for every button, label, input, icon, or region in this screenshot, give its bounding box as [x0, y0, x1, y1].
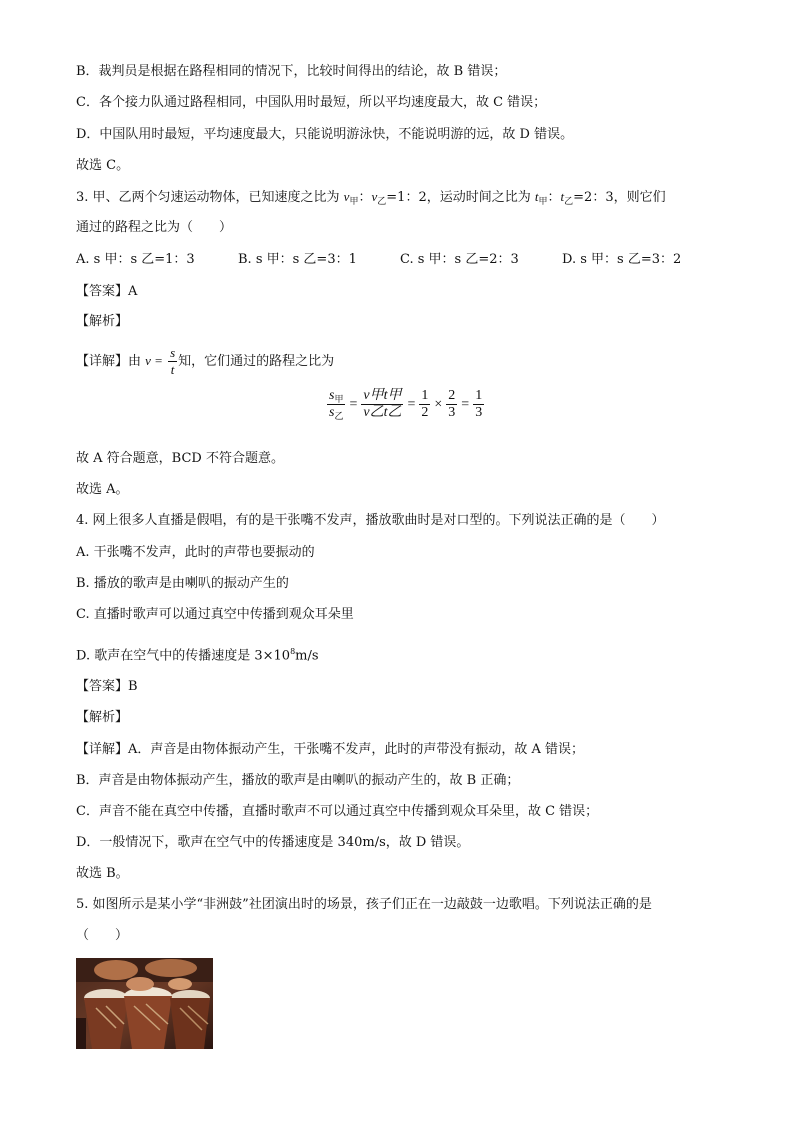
q3-option-c: C. s 甲：s 乙=2：3 [400, 252, 519, 267]
q3-ratio-equation: $\frac{s_甲}{s_乙}$ = $\frac{\text{v甲t甲}}{\text{v乙t乙}}$ = $\frac{1}{2}$ × $\frac{2}{3}$ = $\frac{1}{3}$ [329, 388, 483, 421]
q5-stem-line1: 5. 如图所示是某小学“非洲鼓”社团演出时的场景，孩子们正在一边敲鼓一边歌唱。下列说法正确的是 [76, 897, 652, 912]
q4-detail-c: C．声音不能在真空中传播，直播时歌声不可以通过真空中传播到观众耳朵里，故 C 错误； [76, 804, 599, 819]
line-d: D．中国队用时最短，平均速度最大，只能说明游泳快，不能说明游的远，故 D 错误。 [76, 127, 574, 142]
q4-option-c: C. 直播时歌声可以通过真空中传播到观众耳朵里 [76, 607, 354, 622]
q5-stem-line2: （ ） [76, 928, 129, 943]
q3-choose: 故选 A。 [76, 482, 129, 497]
q3-analysis-label: 【解析】 [76, 314, 129, 329]
q4-option-b: B. 播放的歌声是由喇叭的振动产生的 [76, 576, 289, 591]
q4-analysis-label: 【解析】 [76, 710, 129, 725]
q4-stem: 4. 网上很多人直播是假唱，有的是干张嘴不发声，播放歌曲时是对口型的。下列说法正确的是（ ） [76, 513, 665, 528]
choose-c: 故选 C。 [76, 158, 130, 173]
drum-scene-image [76, 958, 213, 1049]
q4-detail-b: B．声音是由物体振动产生，播放的歌声是由喇叭的振动产生的，故 B 正确； [76, 773, 520, 788]
q3-option-a: A. s 甲：s 乙=1：3 [76, 252, 195, 267]
q4-option-a: A. 干张嘴不发声，此时的声带也要振动的 [76, 545, 315, 560]
q3-stem-line1: 3. 甲、乙两个匀速运动物体，已知速度之比为 $v_甲$：$v_乙=1$：2，运动时间之比为 $t_甲$：$t_乙=2$：3，则它们 [76, 189, 666, 207]
q4-answer: 【答案】B [76, 679, 138, 694]
q3-option-b: B. s 甲：s 乙=3：1 [238, 252, 357, 267]
q4-option-d: D. 歌声在空气中的传播速度是 $3\times 10^8m/s$ [76, 647, 319, 664]
q4-choose: 故选 B。 [76, 866, 129, 881]
q3-detail: 【详解】由 v = $\frac{s}{t}$ 知，它们通过的路程之比为 [76, 345, 335, 377]
q3-conclusion: 故 A 符合题意，BCD 不符合题意。 [76, 451, 284, 466]
q4-detail-a: 【详解】A．声音是由物体振动产生，干张嘴不发声，此时的声带没有振动，故 A 错误； [76, 742, 585, 757]
q3-answer: 【答案】A [76, 284, 138, 299]
line-c: C．各个接力队通过路程相同，中国队用时最短，所以平均速度最大，故 C 错误； [76, 95, 547, 110]
line-b: B．裁判员是根据在路程相同的情况下，比较时间得出的结论，故 B 错误； [76, 64, 507, 79]
african-drum-photo [76, 958, 213, 1049]
q3-stem-line2: 通过的路程之比为（ ） [76, 220, 233, 235]
q4-detail-d: D．一般情况下，歌声在空气中的传播速度是 340m/s，故 D 错误。 [76, 835, 470, 850]
q3-speed-formula: $\frac{s}{t}$ [170, 345, 176, 377]
q3-option-d: D. s 甲：s 乙=3：2 [562, 252, 682, 267]
